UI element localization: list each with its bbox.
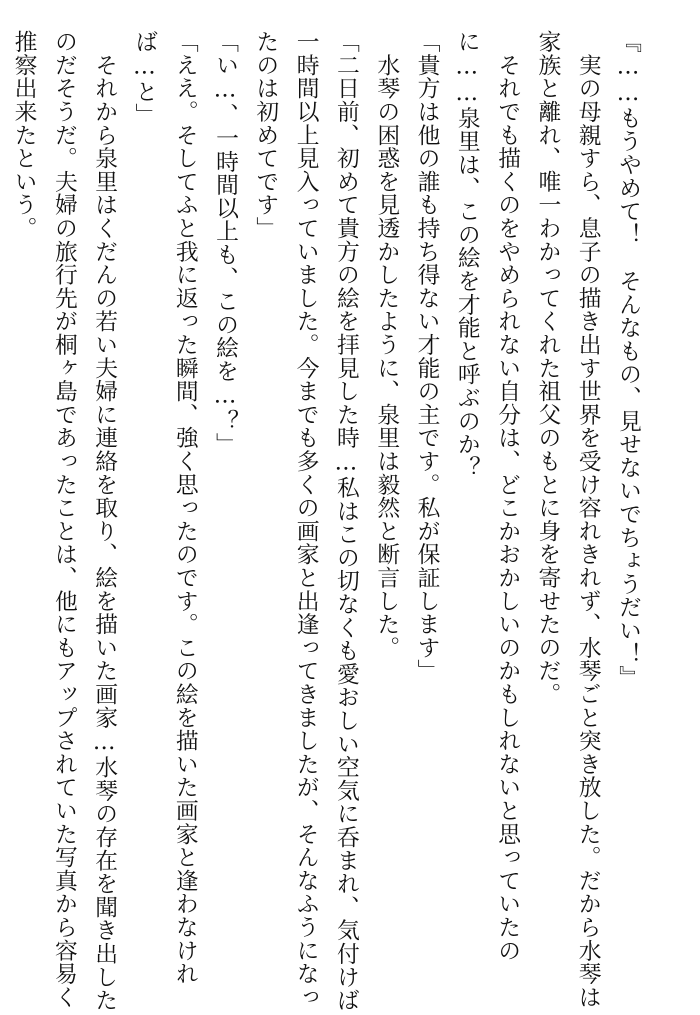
text-line: 「い…、一時間以上も、この絵を…？」 (212, 30, 239, 456)
text-line: 推察出来たという。 (10, 30, 37, 240)
text-line: 「ええ。そしてふと我に返った瞬間、強く思ったのです。この絵を描いた画家と逢わなけれ (171, 30, 198, 986)
text-line (0, 30, 3, 980)
text-line: それから泉里はくだんの若い夫婦に連絡を取り、絵を描いた画家…水琴の存在を聞き出した (91, 30, 118, 1012)
text-line: 「二日前、初めて貴方の絵を拝見した時…私はこの切なくも愛おしい空気に呑まれ、気付けば (332, 30, 359, 1012)
text-line: 水琴の困惑を見透かしたように、泉里は毅然と断言した。 (373, 30, 400, 660)
text-line: ば…と」 (131, 30, 158, 127)
text-line: 『……もうやめて！ そんなもの、見せないでちょうだい！』 (615, 30, 641, 689)
text-line: それでも描くのをやめられない自分は、どこかおかしいのかもしれないと思っていたの (494, 30, 521, 962)
vertical-text-body (10, 30, 648, 1012)
text-line: のだそうだ。夫婦の旅行先が桐ヶ島であったことは、他にもアップされていた写真から容易く (50, 30, 77, 1009)
text-line: 「貴方は他の誰も持ち得ない才能の主です。私が保証します」 (413, 30, 440, 683)
text-line: 一時間以上見入っていました。今までも多くの画家と出逢ってきましたが、そんなふうになっ (292, 30, 319, 1009)
text-line: 家族と離れ、唯一わかってくれた祖父のもとに身を寄せたのだ。 (534, 30, 561, 706)
text-line: に……泉里は、この絵を才能と呼ぶのか？ (453, 30, 480, 480)
text-line: 実の母親すら、息子の描き出す世界を受け容れきれず、水琴ごと突き放した。だから水琴は (574, 30, 601, 1009)
text-line: たのは初めてです」 (252, 30, 279, 240)
